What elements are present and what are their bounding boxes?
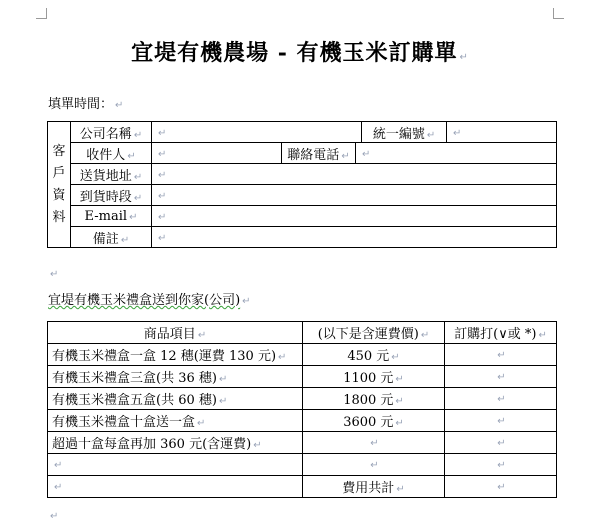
empty-paragraph-2: ↵ <box>50 511 59 522</box>
customer-info-table <box>47 121 557 248</box>
address-field[interactable]: ↵ <box>152 164 557 185</box>
empty-paragraph-1: ↵ <box>50 269 59 280</box>
customer-group-label: 客 戶 資 料 <box>48 122 71 248</box>
order-price-2: 1100 元 ↵ <box>303 366 445 388</box>
order-item-blank[interactable]: ↵ <box>48 454 303 476</box>
remarks-label: 備註 ↵ <box>71 227 152 248</box>
crop-mark-top-left <box>36 8 47 19</box>
order-mark-blank[interactable]: ↵ <box>445 454 557 476</box>
remarks-field[interactable]: ↵ <box>152 227 557 248</box>
email-field[interactable]: ↵ <box>152 206 557 227</box>
order-price-5: ↵ <box>303 432 445 454</box>
total-value[interactable]: ↵ <box>445 476 557 498</box>
document-title: 宜堤有機農場 - 有機玉米訂購單 ↵ <box>131 40 469 66</box>
company-name-field[interactable]: ↵ <box>152 122 362 143</box>
phone-label: 聯絡電話 ↵ <box>282 143 356 164</box>
total-label: 費用共計 ↵ <box>303 476 445 498</box>
phone-field[interactable]: ↵ <box>356 143 557 164</box>
order-table <box>47 321 557 498</box>
order-price-4: 3600 元 ↵ <box>303 410 445 432</box>
delivery-time-field[interactable]: ↵ <box>152 185 557 206</box>
order-mark-3[interactable]: ↵ <box>445 388 557 410</box>
total-spacer: ↵ <box>48 476 303 498</box>
order-item-4: 有機玉米禮盒十盒送一盒 ↵ <box>48 410 303 432</box>
order-item-1: 有機玉米禮盒一盒 12 穗(運費 130 元) ↵ <box>48 344 303 366</box>
recipient-label: 收件人 ↵ <box>71 143 152 164</box>
order-item-3: 有機玉米禮盒五盒(共 60 穗) ↵ <box>48 388 303 410</box>
email-label: E-mail ↵ <box>71 206 152 227</box>
tax-id-label: 統一編號 ↵ <box>362 122 447 143</box>
header-price: (以下是含運費價) ↵ <box>303 322 445 344</box>
tax-id-field[interactable]: ↵ <box>447 122 557 143</box>
recipient-field[interactable]: ↵ <box>152 143 282 164</box>
order-item-5: 超過十盒每盒再加 360 元(含運費) ↵ <box>48 432 303 454</box>
address-label: 送貨地址 ↵ <box>71 164 152 185</box>
company-name-label: 公司名稱 ↵ <box>71 122 152 143</box>
order-mark-5[interactable]: ↵ <box>445 432 557 454</box>
order-mark-2[interactable]: ↵ <box>445 366 557 388</box>
order-mark-1[interactable]: ↵ <box>445 344 557 366</box>
order-mark-4[interactable]: ↵ <box>445 410 557 432</box>
order-price-3: 1800 元 ↵ <box>303 388 445 410</box>
section-heading: 宜堤有機玉米禮盒送到你家(公司) ↵ <box>48 293 251 308</box>
header-order-mark: 訂購打(∨或 *) ↵ <box>445 322 557 344</box>
order-item-2: 有機玉米禮盒三盒(共 36 穗) ↵ <box>48 366 303 388</box>
crop-mark-top-right <box>553 8 564 19</box>
order-price-1: 450 元 ↵ <box>303 344 445 366</box>
fill-time-label: 填單時間： ↵ <box>48 97 124 112</box>
delivery-time-label: 到貨時段 ↵ <box>71 185 152 206</box>
order-price-blank[interactable]: ↵ <box>303 454 445 476</box>
header-item: 商品項目 ↵ <box>48 322 303 344</box>
